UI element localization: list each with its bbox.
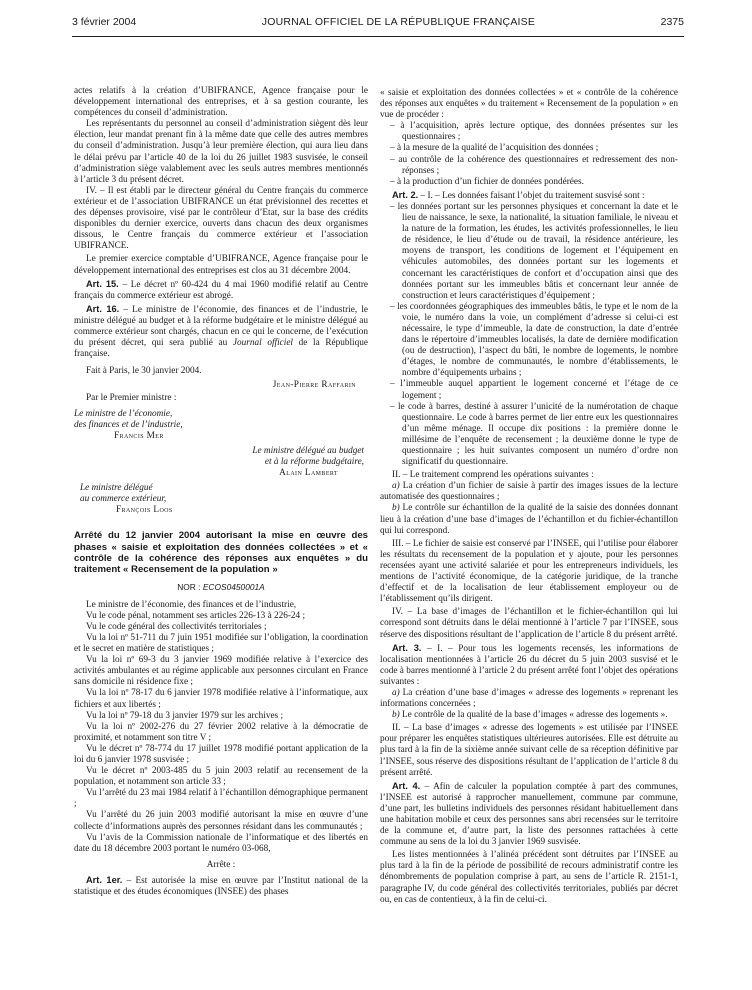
- paragraph: II. – Le traitement comprend les opérations suivantes :: [392, 470, 594, 481]
- pm-mention: Par le Premier ministre :: [86, 393, 177, 404]
- visa: Vu le décret nº 78-774 du 17 juillet 1978 modifié portant application de la loi du 6 janvier 1978 susvisée ;: [74, 743, 368, 765]
- item-text: Le contrôle sur échantillon de la qualité de la saisie des données donnant lieu à la création d’une base d’images de l’échantillon et du fichier-échantillon qui lui correspond.: [380, 503, 678, 536]
- paragraph: actes relatifs à la création d’UBIFRANCE, Agence française pour le développement international des entreprises, et à sa gestion courante, les compétences du conseil d’administration.: [74, 86, 368, 119]
- article-label: Art. 3.: [392, 642, 422, 653]
- article-label: Art. 1er.: [86, 874, 123, 885]
- article-text: – Le ministre de l’économie, des finances et de l’industrie, le ministre délégué au budget et à la réforme budgétaire et le ministre délégué au commerce extérieur sont chargés, chacun en ce qui le concerne, de l’exécution du présent décret, qui sera publié au: [74, 304, 368, 349]
- article-4: [380, 781, 678, 849]
- visa: Vu la loi nº 51-711 du 7 juin 1951 modifiée sur l’obligation, la coordination et le secret en matière de statistiques ;: [74, 632, 368, 655]
- visa: Vu le code général des collectivités territoriales ;: [86, 621, 267, 632]
- article-text: – Le décret nº 60-424 du 4 mai 1960 modifié relatif au Centre français du commerce extérieur est abrogé.: [74, 279, 369, 301]
- journal-reference: Journal officiel: [232, 338, 294, 349]
- list-item: – le code à barres, destiné à assurer l’unicité de la numérotation de chaque questionnaire. Le code à barres permet de lier entre eux les questionnaires d’un même ménage. Il occupe dix positions : la première donne le millésime de l’enquête de recensement ; la deuxième donne le type de questionnaire ; les huit suivantes composent un numéro d’ordre non significatif du questionnaire.: [390, 401, 678, 468]
- paragraph: « saisie et exploitation des données collectées » et « contrôle de la cohérence des réponses aux enquêtes » du traitement « Recensement de la population » en vue de procéder :: [380, 88, 678, 121]
- visa: Vu la loi nº 78-17 du 6 janvier 1978 modifiée relative à l’informatique, aux fichiers et aux libertés ;: [74, 688, 368, 710]
- item-letter: a): [392, 481, 400, 492]
- arrete-title: Arrêté du 12 janvier 2004 autorisant la mise en œuvre des phases « saisie et exploitation des données collectées » et « contrôle de la cohérence des réponses aux enquêtes » du traitement « Recensement de la population »: [74, 530, 368, 576]
- article-label: Art. 2.: [392, 189, 419, 200]
- list-item: – à la production d’un fichier de données pondérées.: [390, 176, 584, 187]
- article-text: – Est autorisée la mise en œuvre par l’Institut national de la statistique et des études économiques (INSEE) des phases: [74, 875, 369, 897]
- visa: Vu l’avis de la Commission nationale de l’informatique et des libertés en date du 18 décembre 2003 portant le numéro 03-068,: [74, 832, 368, 854]
- header-rule: [72, 36, 684, 37]
- signature-minister-trade: [74, 483, 368, 516]
- item-letter: b): [392, 503, 400, 514]
- minister-title: et à la réforme budgétaire,: [264, 456, 364, 467]
- article-16: [74, 304, 368, 360]
- article-1: [74, 875, 368, 898]
- article-2: [380, 190, 678, 202]
- right-column: [380, 88, 678, 906]
- visa: Vu l’arrêté du 26 juin 2003 modifié autorisant la mise en œuvre d’une collecte d’informations auprès des personnes résidant dans les communautés ;: [74, 810, 368, 832]
- paragraph: Le premier exercice comptable d’UBIFRANCE, Agence française pour le développement international des entreprises est clos au 31 décembre 2004.: [74, 254, 368, 276]
- article-3: [380, 643, 678, 688]
- paragraph: IV. – La base d’images de l’échantillon et le fichier-échantillon qui lui correspond sont détruits dans le délai mentionné à l’article 7 par l’INSEE, sous réserve des dispositions résultant de l’application de l’article 8 du présent arrêté.: [380, 607, 678, 640]
- paragraph: Les listes mentionnées à l’alinéa précédent sont détruites par l’INSEE au plus tard à la fin de la période de possibilité de recours administratif contre les dénombrements de population comprise à part, au sens de l’article R. 2151-1, paragraphe IV, du code général des collectivités territoriales, publiés par décret ou, en cas de contentieux, à la fin de celui-ci.: [380, 850, 678, 905]
- minister-title: au commerce extérieur,: [80, 494, 167, 505]
- paragraph: III. – Le fichier de saisie est conservé par l’INSEE, qui l’utilise pour élaborer les résultats du recensement de la population et y ajoute, pour les personnes recensées ayant une activité salariée et pour les entrepreneurs individuels, les mentions de l’activité économique, de la catégorie juridique, de la tranche d’effectif et de la localisation de leur établissement employeur ou de l’établissement qu’ils dirigent.: [380, 538, 678, 605]
- left-column: [74, 86, 368, 898]
- minister-title: Le ministre de l’économie,: [74, 408, 173, 419]
- signature-date: Fait à Paris, le 30 janvier 2004.: [86, 366, 202, 377]
- nor-code: ECOS0450001A: [202, 581, 265, 592]
- item-text: La création d’un fichier de saisie à partir des images issues de la lecture automatisée des questionnaires ;: [380, 481, 678, 503]
- nor-label: NOR :: [177, 581, 203, 592]
- paragraph: IV. – Il est établi par le directeur général du Centre français du commerce extérieur et de l’association UBIFRANCE un état prévisionnel des recettes et des dépenses provisoire, visé par le contrôleur d’Etat, sur la base des crédits disponibles du dernier exercice, ouverts dans chacun des deux organismes dissous, le Centre français du commerce extérieur et l’association UBIFRANCE.: [74, 185, 368, 252]
- item-letter: b): [392, 710, 400, 721]
- minister-title: des finances et de l’industrie,: [74, 419, 183, 430]
- visa: Vu l’arrêté du 23 mai 1984 relatif à l’échantillon démographique permanent ;: [74, 788, 368, 810]
- visa: Le ministre de l’économie, des finances et de l’industrie,: [86, 599, 297, 610]
- visa: Vu le code pénal, notamment ses articles 226-13 à 226-24 ;: [86, 610, 306, 621]
- page-header: [72, 14, 684, 30]
- paragraph: II. – La base d’images « adresse des logements » est utilisée par l’INSEE pour préparer les enquêtes statistiques ultérieures autorisées. Elle est détruite au plus tard à la fin de la sixième année suivant celle de sa réception définitive par l’INSEE, sous réserve des dispositions résultant de l’application de l’article 8 du présent arrêté.: [380, 723, 678, 778]
- article-label: Art. 16.: [86, 303, 120, 314]
- minister-name: Alain Lambert: [279, 468, 338, 478]
- list-item: [380, 710, 678, 721]
- list-item: [380, 688, 678, 710]
- list-item: – les coordonnées géographiques des immeubles bâtis, le type et le nom de la voie, le numéro dans la voie, un complément d’adresse si celui-ci est nécessaire, le type d’immeuble, la date de construction, la date d’entrée dans le répertoire d’immeubles localisés, la date de dernière modification (ou de destruction), l’aspect du bâti, le nombre de logements, le nombre d’étages, le nombre de communautés, le nombre d’établissements, le nombre d’équipements urbains ;: [390, 301, 678, 379]
- signature-minister-economy: [74, 409, 368, 442]
- minister-name: Francis Mer: [114, 430, 164, 441]
- minister-title: Le ministre délégué au budget: [252, 445, 364, 456]
- visa: Vu la loi nº 69-3 du 3 janvier 1969 modifiée relative à l’exercice des activités ambulantes et au régime applicable aux personnes circulant en France sans domicile ni résidence fixe ;: [74, 655, 368, 688]
- signature-minister-budget: [74, 446, 368, 479]
- article-15: [74, 279, 368, 302]
- visa: Vu la loi nº 2002-276 du 27 février 2002 relative à la démocratie de proximité, et notamment son titre V ;: [74, 721, 368, 743]
- article-label: Art. 4.: [392, 780, 421, 791]
- article-text: – I. – Pour tous les logements recensés, les informations de localisation mentionnées à l’article 26 du décret du 5 juin 2003 susvisé et le code à barres mentionné à l’article 2 du présent arrêté font l’objet des opérations suivantes :: [380, 643, 679, 687]
- header-date: 3 février 2004: [72, 16, 137, 28]
- list-item: – à l’acquisition, après lecture optique, des données présentes sur les questionnaires ;: [390, 121, 678, 143]
- minister-title: Le ministre délégué: [80, 483, 153, 494]
- article-text: – Afin de calculer la population comptée à part des communes, l’INSEE est autorisé à rapprocher manuellement, commune par commune, d’une part, les bulletins individuels des personnes résidant habituellement dans une habitation mobile et ceux des personnes sans abri recensées sur le territoire de la commune et, d’autre part, la liste des personnes rattachées à cette commune au sens de la loi du 3 janvier 1969 susvisée.: [380, 781, 678, 848]
- header-journal-title: JOURNAL OFFICIEL DE LA RÉPUBLIQUE FRANÇAISE: [261, 16, 536, 28]
- list-item: – à la mesure de la qualité de l’acquisition des données ;: [390, 143, 599, 154]
- minister-name: François Loos: [116, 505, 173, 516]
- article-text: – I. – Les données faisant l’objet du traitement susvisé sont :: [418, 190, 645, 201]
- visa: Vu la loi nº 79-18 du 3 janvier 1979 sur les archives ;: [86, 710, 284, 721]
- article-label: Art. 15.: [86, 278, 119, 289]
- paragraph: Les représentants du personnel au conseil d’administration siègent dès leur élection, leur mandat prenant fin à la même date que celle des autres membres du conseil d’administration. Jusqu’à leur première élection, qui aura lieu dans le délai prévu par l’article 40 de la loi du 26 juillet 1983 susvisée, le conseil d’administration siège valablement avec les seuls autres membres mentionnés à l’article 3 du présent décret.: [74, 119, 368, 185]
- nor-reference: [74, 582, 368, 593]
- header-page-number: 2375: [660, 16, 684, 28]
- list-item: [380, 503, 678, 536]
- item-text: La création d’une base d’images « adresse des logements » reprenant les informations concernées ;: [380, 687, 678, 710]
- list-item: – au contrôle de la cohérence des questionnaires et redressement des non-réponses ;: [390, 154, 678, 176]
- visa: Vu le décret nº 2003-485 du 5 juin 2003 relatif au recensement de la population, et notamment son article 33 ;: [74, 766, 368, 788]
- article-text-end: de la République française.: [74, 338, 368, 360]
- item-text: Le contrôle de la qualité de la base d’images « adresse des logements ».: [399, 710, 668, 721]
- list-item: – les données portant sur les personnes physiques et concernant la date et le lieu de naissance, le sexe, la nationalité, la situation familiale, le niveau et la nature de la formation, les études, les activités professionnelles, le lieu de résidence, le lieu d’étude ou de travail, la résidence antérieure, les moyens de transport, les conditions de logement et l’équipement en véhicules automobiles, des données portant sur les logements et concernant les caractéristiques de confort et d’occupation ainsi que des données portant sur les immeubles bâtis et concernant leur année de construction et leurs caractéristiques d’équipement ;: [390, 201, 678, 301]
- arrete-heading: Arrête :: [206, 859, 236, 870]
- pm-signature: Jean-Pierre Raffarin: [272, 380, 356, 391]
- list-item: [380, 481, 678, 503]
- list-item: – l’immeuble auquel appartient le logement concerné et l’étage de ce logement ;: [390, 379, 678, 401]
- item-letter: a): [392, 687, 400, 698]
